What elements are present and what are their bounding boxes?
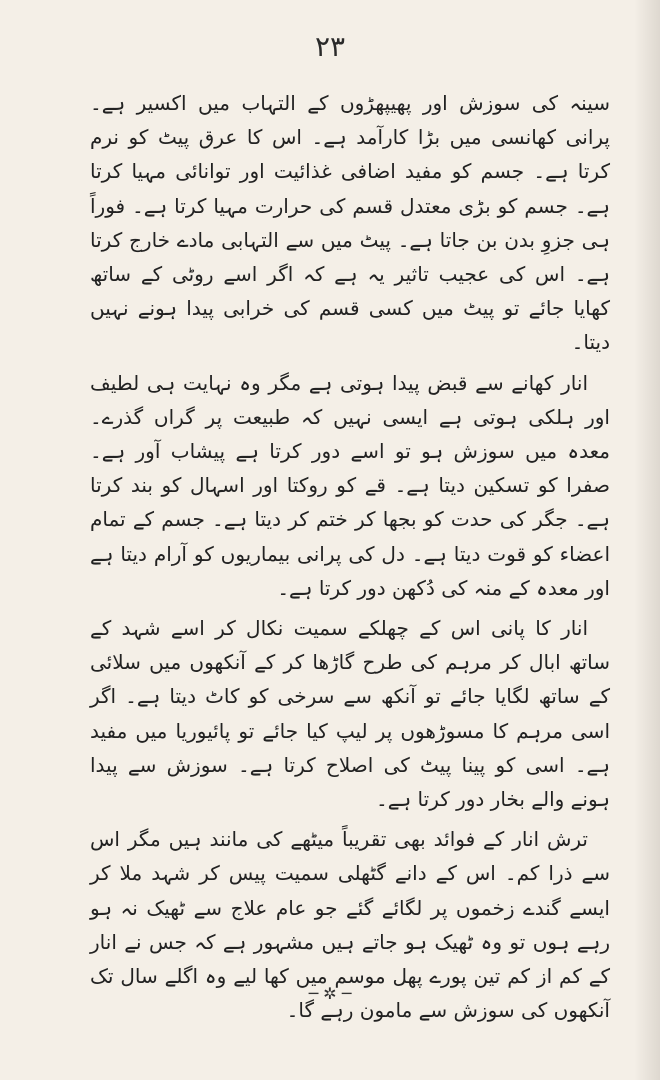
end-ornament: ─ ✲ ─	[308, 984, 352, 1003]
page-number: ۲۳	[314, 30, 346, 63]
paragraph-2: انار کھانے سے قبض پیدا ہوتی ہے مگر وہ نہایت ہی لطیف اور ہلکی ہوتی ہے ایسی نہیں کہ طبیعت پر گراں گذرے۔ معدہ میں سوزش ہو تو اسے دور کرتا ہے پیشاب آور ہے۔ صفرا کو تسکین دیتا ہے۔ قے کو روکتا اور اسہال کو بند کرتا ہے۔ جگر کی حدت کو بجھا کر ختم کر دیتا ہے۔ جسم کے تمام اعضاء کو قوت دیتا ہے۔ دل کی پرانی بیماریوں کو آرام دیتا ہے اور معدہ کے منہ کی دُکھن دور کرتا ہے۔	[90, 370, 610, 600]
body-text	[90, 86, 610, 1027]
page-edge-shadow	[634, 0, 660, 1080]
paragraph-3: انار کا پانی اس کے چھلکے سمیت نکال کر اسے شہد کے ساتھ ابال کر مرہم کی طرح گاڑھا کر کے آنکھوں میں سلائی کے ساتھ لگایا جائے تو آنکھ سے سرخی کو کاٹ دیتا ہے۔ اگر اسی مرہم کا مسوڑھوں پر لیپ کیا جائے تو پائیوریا میں مفید ہے۔ اسی کو پینا پیٹ کی اصلاح کرتا ہے۔ سوزش سے پیدا ہونے والے بخار دور کرتا ہے۔	[90, 616, 610, 812]
paragraph-1: سینہ کی سوزش اور پھیپھڑوں کے التہاب میں اکسیر ہے۔ پرانی کھانسی میں بڑا کارآمد ہے۔ اس کا عرق پیٹ کو نرم کرتا ہے۔ جسم کو مفید اضافی غذائیت اور توانائی مہیا کرتا ہے۔ جسم کو بڑی معتدل قسم کی حرارت مہیا کرتا ہے۔ فوراً ہی جزوِ بدن بن جاتا ہے۔ پیٹ میں سے التہابی مادے خارج کرتا ہے۔ اس کی عجیب تاثیر یہ ہے کہ اگر اسے روٹی کے ساتھ کھایا جائے تو پیٹ میں کسی قسم کی خرابی پیدا ہونے نہیں دیتا۔	[90, 91, 610, 355]
paragraph-4: ترش انار کے فوائد بھی تقریباً میٹھے کی مانند ہیں مگر اس سے ذرا کم۔ اس کے دانے گٹھلی سمیت پیس کر شہد ملا کر ایسے گندے زخموں پر لگائے گئے جو عام علاج سے ٹھیک نہ ہو رہے ہوں تو وہ ٹھیک ہو جاتے ہیں مشہور ہے کہ جس نے انار کے کم از کم تین پورے پھل موسم میں کھا لیے وہ اگلے سال تک آنکھوں کی سوزش سے مامون رہے گا۔	[90, 827, 610, 1023]
